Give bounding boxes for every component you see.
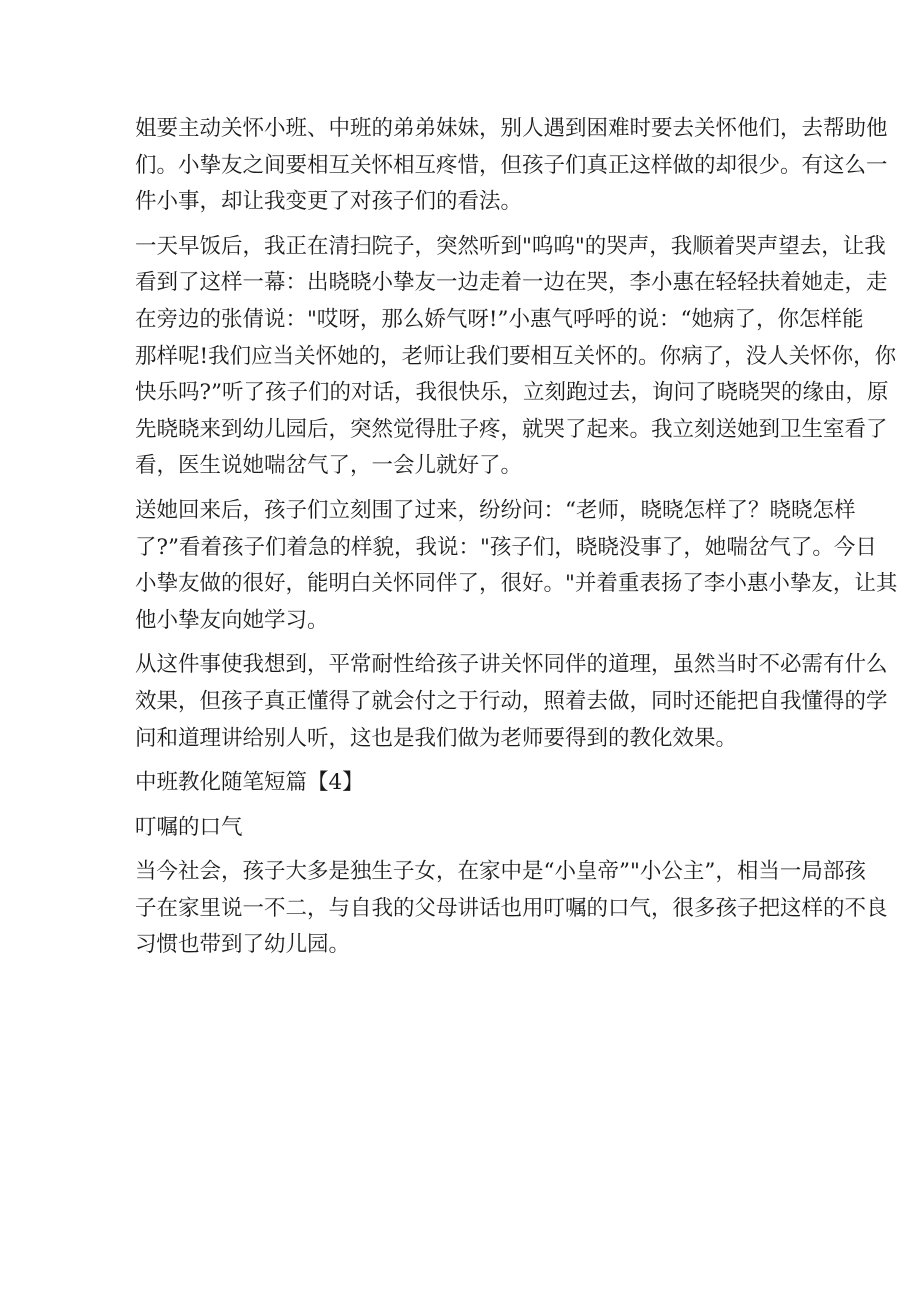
text-line: 问和道理讲给别人听，这也是我们做为老师要得到的教化效果。: [135, 725, 738, 751]
paragraph-closing: [135, 854, 888, 964]
text-line: 在旁边的张倩说："哎呀，那么娇气呀!”小惠气呼呼的说：“她病了，你怎样能: [135, 306, 864, 332]
text-line: 当今社会，孩子大多是独生子女，在家中是“小皇帝”"小公主”，相当一局部孩: [135, 859, 866, 885]
paragraph-return-class: [135, 493, 898, 639]
text-line: 那样呢!我们应当关怀她的，老师让我们要相互关怀的。你病了，没人关怀你，你: [135, 343, 897, 369]
text-line: 件小事，却让我变更了对孩子们的看法。: [135, 189, 523, 215]
text-line: 快乐吗?”听了孩子们的对话，我很快乐，立刻跑过去，询问了晓晓哭的缘由，原: [135, 380, 889, 406]
text-line: 送她回来后，孩子们立刻围了过来，纷纷问：“老师，晓晓怎样了？晓晓怎样: [135, 497, 856, 523]
paragraph-reflection: [135, 647, 888, 757]
text-line: 子在家里说一不二，与自我的父母讲话也用叮嘱的口气，很多孩子把这样的不良: [135, 895, 888, 921]
paragraph-care-siblings: [135, 111, 888, 221]
text-line: 从这件事使我想到，平常耐性给孩子讲关怀同伴的道理，虽然当时不必需有什么: [135, 652, 888, 678]
text-line: 先晓晓来到幼儿园后，突然觉得肚子疼，就哭了起来。我立刻送她到卫生室看了: [135, 416, 888, 442]
text-line: 习惯也带到了幼儿园。: [135, 932, 351, 958]
section-heading: 中班教化随笔短篇【4】: [135, 770, 364, 796]
text-line: 效果，但孩子真正懂得了就会付之于行动，照着去做，同时还能把自我懂得的学: [135, 688, 888, 714]
section-subtitle: 叮嘱的口气: [135, 814, 243, 840]
text-line: 他小挚友向她学习。: [135, 607, 329, 633]
text-line: 小挚友做的很好，能明白关怀同伴了，很好。"并着重表扬了李小惠小挚友，让其: [135, 571, 898, 597]
text-line: 看到了这样一幕：出晓晓小挚友一边走着一边在哭，李小惠在轻轻扶着她走，走: [135, 270, 888, 296]
text-line: 姐要主动关怀小班、中班的弟弟妹妹，别人遇到困难时要去关怀他们，去帮助他: [135, 116, 888, 141]
text-line: 看，医生说她喘岔气了，一会儿就好了。: [135, 453, 523, 479]
text-line: 了?”看着孩子们着急的样貌，我说："孩子们，晓晓没事了，她喘岔气了。今日: [135, 534, 877, 560]
paragraph-crying-story: [135, 229, 897, 485]
text-line: 们。小挚友之间要相互关怀相互疼惜，但孩子们真正这样做的却很少。有这么一: [135, 152, 888, 178]
text-line: 一天早饭后，我正在清扫院子，突然听到"呜呜"的哭声，我顺着哭声望去，让我: [135, 233, 886, 259]
